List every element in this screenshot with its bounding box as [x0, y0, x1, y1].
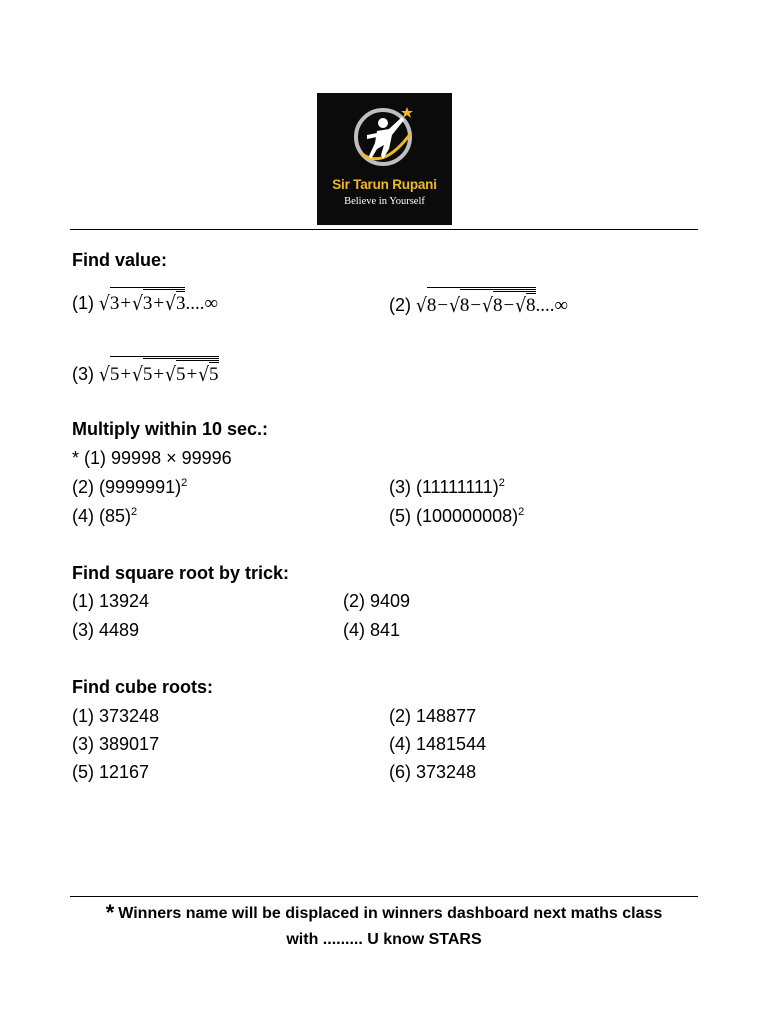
find-value-item-2: (2) √8−√8−√8−√8....∞: [389, 287, 568, 317]
cube-root-item-4: (4) 1481544: [389, 734, 487, 754]
nested-radical-8: √8−√8−√8−√8....∞: [416, 295, 568, 316]
cube-root-item-3: (3) 389017: [72, 734, 160, 754]
cube-root-item-2: (2) 148877: [389, 706, 477, 726]
multiply-item-1: * (1) 99998 × 99996: [72, 448, 232, 468]
cube-root-item-6: (6) 373248: [389, 762, 477, 782]
nested-radical-3: √3+√3+√3....∞: [99, 293, 218, 314]
nested-radical-5: √5+√5+√5+√5: [99, 364, 219, 385]
square-root-heading: Find square root by trick:: [72, 563, 290, 583]
cube-root-item-1: (1) 373248: [72, 706, 160, 726]
find-value-item-3: (3) √5+√5+√5+√5: [72, 356, 219, 386]
footer-divider: [70, 896, 698, 897]
footer-line-1: * Winners name will be displaced in winners dashboard next maths class: [105, 900, 663, 925]
cube-root-item-5: (5) 12167: [72, 762, 150, 782]
square-root-item-4: (4) 841: [343, 620, 401, 640]
footer-star: *: [105, 900, 115, 925]
footer-note: [70, 900, 698, 953]
multiply-item-3: (3) $(11111111)^2$: [389, 477, 505, 497]
find-value-heading: Find value:: [72, 250, 168, 270]
multiply-item-5: (5) $(100000008)^2$: [389, 506, 525, 526]
logo-name: Sir Tarun Rupani: [332, 177, 437, 192]
multiply-item-4: (4) $(85)^2$: [72, 506, 138, 526]
header-divider: [70, 229, 698, 230]
multiply-heading: Multiply within 10 sec.:: [72, 419, 269, 439]
square-root-item-2: (2) 9409: [343, 591, 411, 611]
find-value-item-1: (1) √3+√3+√3....∞: [72, 287, 218, 315]
logo-tagline: Believe in Yourself: [344, 196, 425, 207]
logo: [317, 93, 452, 225]
square-root-item-1: (1) 13924: [72, 591, 150, 611]
multiply-item-2: (2) $(9999991)^2$: [72, 477, 188, 497]
footer-line-2: with ......... U know STARS: [286, 931, 482, 948]
square-root-item-3: (3) 4489: [72, 620, 140, 640]
cube-roots-heading: Find cube roots:: [72, 677, 213, 697]
